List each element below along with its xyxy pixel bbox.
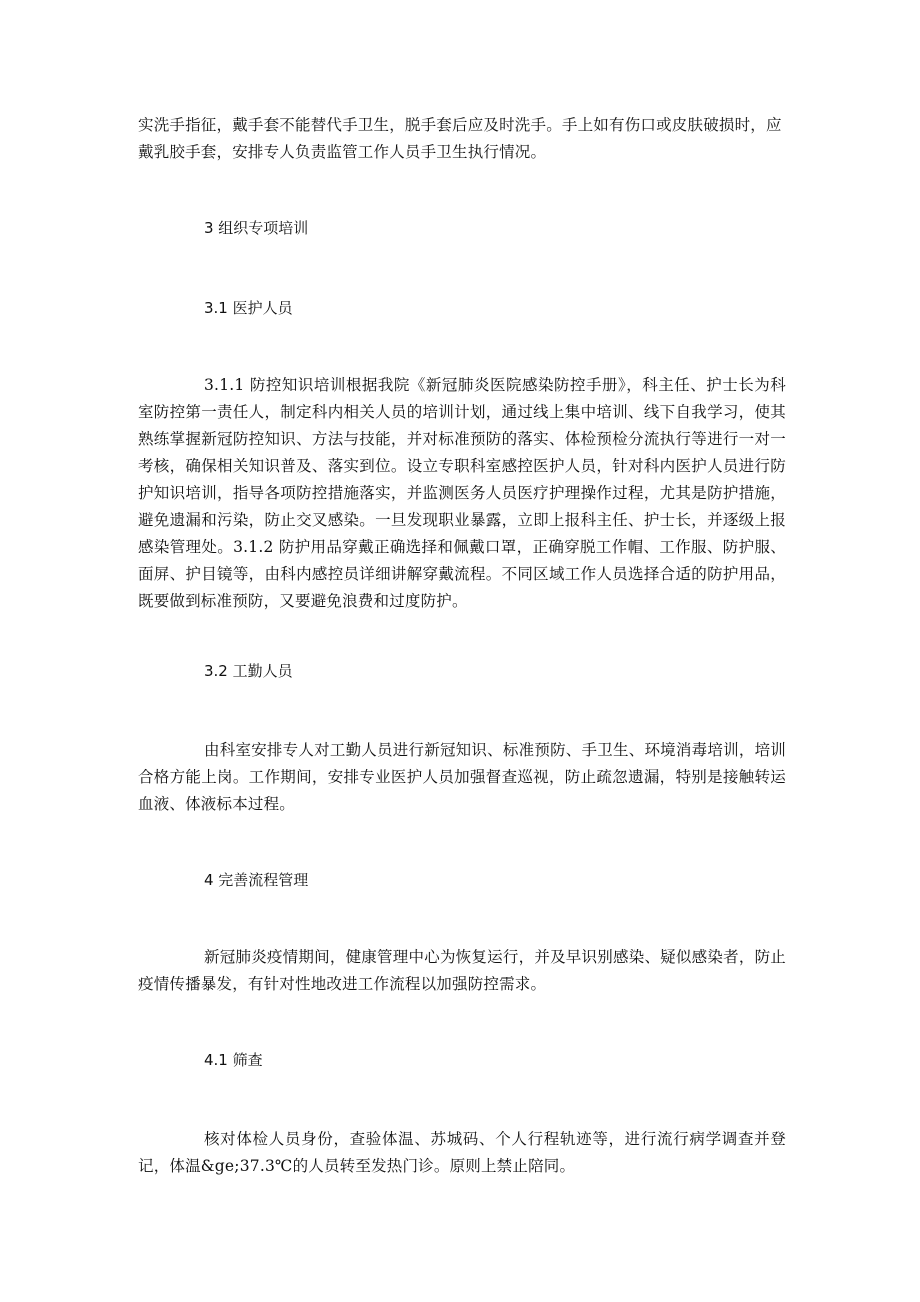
paragraph-4: 新冠肺炎疫情期间，健康管理中心为恢复运行，并及早识别感染、疑似感染者，防止疫情传播暴发，有针对性地改进工作流程以加强防控需求。 bbox=[138, 948, 786, 993]
paragraph-4-1: 核对体检人员身份，查验体温、苏城码、个人行程轨迹等，进行流行病学调查并登记，体温&ge;37.3℃的人员转至发热门诊。原则上禁止陪同。 bbox=[138, 1130, 786, 1175]
paragraph-3-2: 由科室安排专人对工勤人员进行新冠知识、标准预防、手卫生、环境消毒培训，培训合格方能上岗。工作期间，安排专业医护人员加强督查巡视，防止疏忽遗漏，特别是接触转运血液、体液标本过程。 bbox=[138, 741, 786, 813]
section-heading-4-1: 4.1 筛查 bbox=[204, 1051, 263, 1069]
section-heading-3-2: 3.2 工勤人员 bbox=[204, 662, 293, 680]
section-heading-4: 4 完善流程管理 bbox=[204, 871, 309, 889]
paragraph-3-1-1: 3.1.1 防控知识培训根据我院《新冠肺炎医院感染防控手册》，科主任、护士长为科室防控第一责任人，制定科内相关人员的培训计划，通过线上集中培训、线下自我学习，使其熟练掌握新冠防控知识、方法与技能，并对标准预防的落实、体检预检分流执行等进行一对一考核，确保相关知识普及、落实到位。设立专职科室感控医护人员，针对科内医护人员进行防护知识培训，指导各项防控措施落实，并监测医务人员医疗护理操作过程，尤其是防护措施，避免遗漏和污染，防止交叉感染。一旦发现职业暴露，立即上报科主任、护士长，并逐级上报感染管理处。3.1.2 防护用品穿戴正确选择和佩戴口罩，正确穿脱工作帽、工作服、防护服、面屏、护目镜等，由科内感控员详细讲解穿戴流程。不同区域工作人员选择合适的防护用品，既要做到标准预防，又要避免浪费和过度防护。 bbox=[138, 376, 786, 610]
section-heading-3: 3 组织专项培训 bbox=[204, 219, 309, 237]
paragraph-hand-hygiene: 实洗手指征，戴手套不能替代手卫生，脱手套后应及时洗手。手上如有伤口或皮肤破损时，应戴乳胶手套，安排专人负责监管工作人员手卫生执行情况。 bbox=[138, 116, 782, 161]
section-heading-3-1: 3.1 医护人员 bbox=[204, 299, 293, 317]
